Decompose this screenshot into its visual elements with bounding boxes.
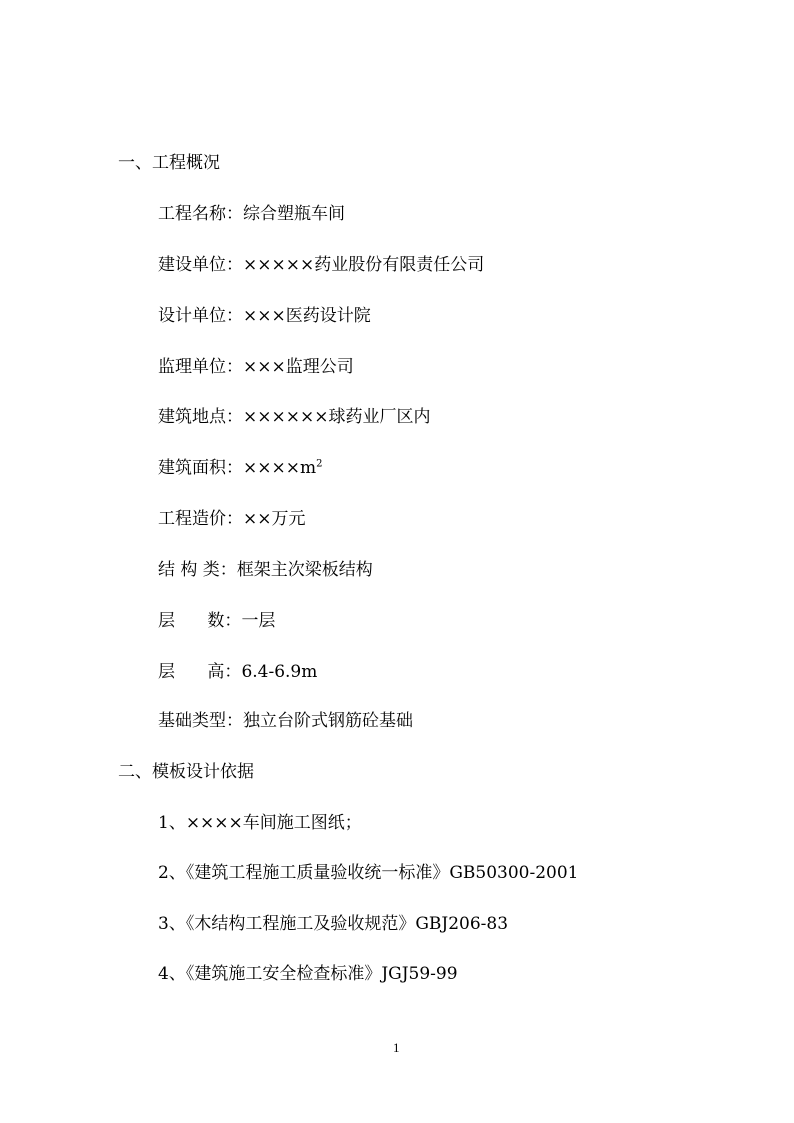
location-value: ××××××球药业厂区内 xyxy=(243,407,431,427)
designer-row xyxy=(158,306,371,326)
floors-label: 层 数： xyxy=(158,611,242,631)
floors-row xyxy=(158,611,275,631)
reference-item: 3、《木结构工程施工及验收规范》GBJ206-83 xyxy=(158,914,509,934)
cost-row xyxy=(158,509,306,529)
floors-value: 一层 xyxy=(241,611,276,631)
foundation-value: 独立台阶式钢筋砼基础 xyxy=(243,711,413,731)
supervisor-value: ×××监理公司 xyxy=(243,357,354,377)
area-value: ××××m xyxy=(243,458,317,478)
foundation-label: 基础类型： xyxy=(158,711,243,731)
cost-value: ××万元 xyxy=(243,509,306,529)
structure-value: 框架主次梁板结构 xyxy=(236,560,373,580)
reference-item: 2、《建筑工程施工质量验收统一标准》GB50300-2001 xyxy=(158,863,579,883)
height-value: 6.4-6.9m xyxy=(241,662,318,682)
area-row xyxy=(158,458,322,478)
supervisor-row xyxy=(158,357,354,377)
cost-label: 工程造价： xyxy=(158,509,243,529)
structure-label: 结 构 类： xyxy=(158,560,237,580)
project-name-value: 综合塑瓶车间 xyxy=(243,204,345,224)
location-label: 建筑地点： xyxy=(158,407,243,427)
supervisor-label: 监理单位： xyxy=(158,357,243,377)
location-row xyxy=(158,407,430,427)
owner-row xyxy=(158,255,484,275)
area-unit-superscript: 2 xyxy=(316,458,323,470)
reference-item: 1、××××车间施工图纸； xyxy=(158,813,362,833)
section-heading-overview: 一、工程概况 xyxy=(118,153,220,173)
project-name-row xyxy=(158,204,345,224)
height-label: 层 高： xyxy=(158,662,242,682)
area-label: 建筑面积： xyxy=(158,458,243,478)
owner-label: 建设单位： xyxy=(158,255,243,275)
section-heading-basis: 二、模板设计依据 xyxy=(118,762,254,782)
designer-value: ×××医药设计院 xyxy=(243,306,371,326)
foundation-row xyxy=(158,711,413,731)
structure-row xyxy=(158,560,373,580)
page-number: 1 xyxy=(393,1040,400,1055)
designer-label: 设计单位： xyxy=(158,306,243,326)
owner-value: ×××××药业股份有限责任公司 xyxy=(243,255,485,275)
project-name-label: 工程名称： xyxy=(158,204,243,224)
reference-item: 4、《建筑施工安全检查标准》JGJ59-99 xyxy=(158,964,458,984)
height-row xyxy=(158,662,317,682)
